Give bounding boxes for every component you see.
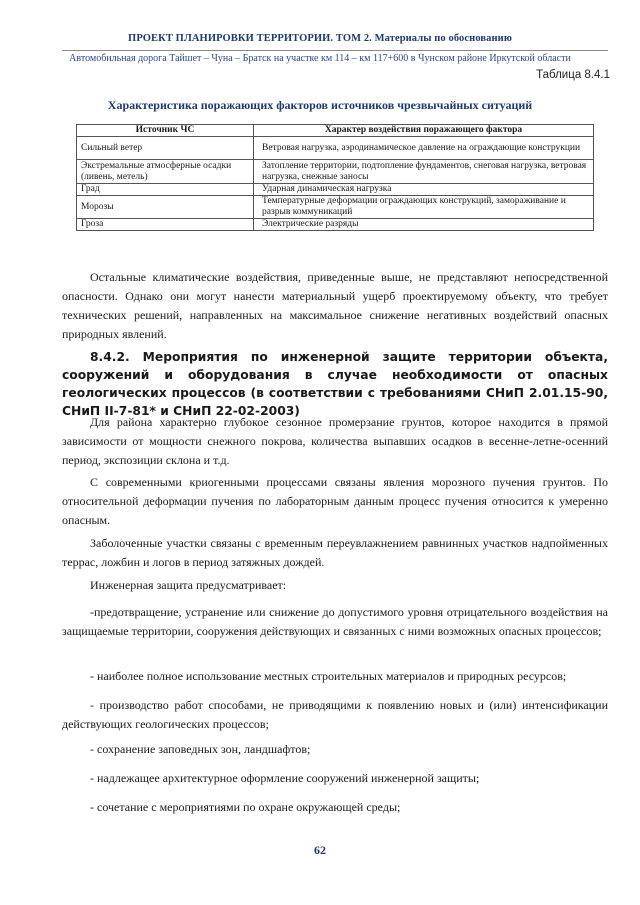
table-header-cell: Источник ЧС bbox=[77, 125, 254, 137]
table-cell: Ветровая нагрузка, аэродинамическое давление на ограждающие конструкции bbox=[254, 137, 594, 160]
running-header-subtitle: Автомобильная дорога Тайшет – Чуна – Братск на участке км 114 – км 117+600 в Чунском районе Иркутской области bbox=[69, 53, 571, 64]
paragraph-wetlands: Заболоченные участки связаны с временным переувлажнением равнинных участков надпойменных террас, ложбин и логов в период затяжных дождей. bbox=[62, 536, 608, 569]
table-cell: Температурные деформации ограждающих конструкций, замораживание и разрыв коммуникаций bbox=[254, 196, 594, 219]
table-cell: Гроза bbox=[77, 219, 254, 231]
table-cell: Морозы bbox=[77, 196, 254, 219]
table-number: Таблица 8.4.1 bbox=[536, 69, 610, 81]
table-row bbox=[77, 219, 594, 231]
table-row bbox=[77, 184, 594, 196]
list-item: - сохранение заповедных зон, ландшафтов; bbox=[90, 742, 311, 756]
list-item: - сочетание с мероприятиями по охране окружающей среды; bbox=[90, 800, 401, 814]
table-header-row bbox=[77, 125, 594, 137]
paragraph-frost: Для района характерно глубокое сезонное промерзание грунтов, которое находится в прямой зависимости от мощности снежного покрова, количества выпавших осадков в весенне-летне-осенний период, экспозиции склона и т.д. bbox=[62, 415, 608, 467]
table-cell: Экстремальные атмосферные осадки (ливень, метель) bbox=[77, 160, 254, 184]
table-cell: Град bbox=[77, 184, 254, 196]
table-cell: Ударная динамическая нагрузка bbox=[254, 184, 594, 196]
paragraph-protection-intro: Инженерная защита предусматривает: bbox=[90, 578, 287, 592]
table-cell: Сильный ветер bbox=[77, 137, 254, 160]
page-number: 62 bbox=[314, 843, 326, 857]
list-item: - надлежащее архитектурное оформление сооружений инженерной защиты; bbox=[90, 771, 480, 785]
table-row bbox=[77, 196, 594, 219]
paragraph-cryogenic: С современными криогенными процессами связаны явления морозного пучения грунтов. По относительной деформации пучения по лабораторным данным процесс пучения относится к умеренно опасным. bbox=[62, 475, 608, 527]
running-header-title: ПРОЕКТ ПЛАНИРОВКИ ТЕРРИТОРИИ. ТОМ 2. Материалы по обоснованию bbox=[128, 33, 512, 44]
list-item: - наиболее полное использование местных строительных материалов и природных ресурсов; bbox=[90, 669, 567, 683]
table-header-cell: Характер воздействия поражающего фактора bbox=[254, 125, 594, 137]
hazards-table bbox=[76, 124, 594, 231]
list-item: - производство работ способами, не приводящими к появлению новых и (или) интенсификации действующих геологических процессов; bbox=[62, 698, 608, 731]
table-row bbox=[77, 160, 594, 184]
table-row bbox=[77, 137, 594, 160]
list-item: -предотвращение, устранение или снижение до допустимого уровня отрицательного воздействия на защищаемые территории, сооружения действующих и связанных с ними возможных опасных процессов; bbox=[62, 605, 608, 638]
table-caption: Характеристика поражающих факторов источников чрезвычайных ситуаций bbox=[107, 98, 533, 112]
paragraph-climate: Остальные климатические воздействия, приведенные выше, не представляют непосредственной опасности. Однако они могут нанести материальный ущерб проектируемому объекту, что требует технических решений, направленных на максимальное снижение негативных воздействий опасных природных явлений. bbox=[62, 270, 608, 341]
header-divider bbox=[62, 50, 608, 51]
table-cell: Затопление территории, подтопление фундаментов, снеговая нагрузка, ветровая нагрузка, снежные заносы bbox=[254, 160, 594, 184]
section-heading: 8.4.2. Мероприятия по инженерной защите территории объекта, сооружений и оборудования в случае необходимости от опасных геологических процессов (в соответствии с требованиями СНиП 2.01.15-90, СНиП II-7-81* и СНиП 22-02-2003) bbox=[62, 350, 608, 418]
table-cell: Электрические разряды bbox=[254, 219, 594, 231]
